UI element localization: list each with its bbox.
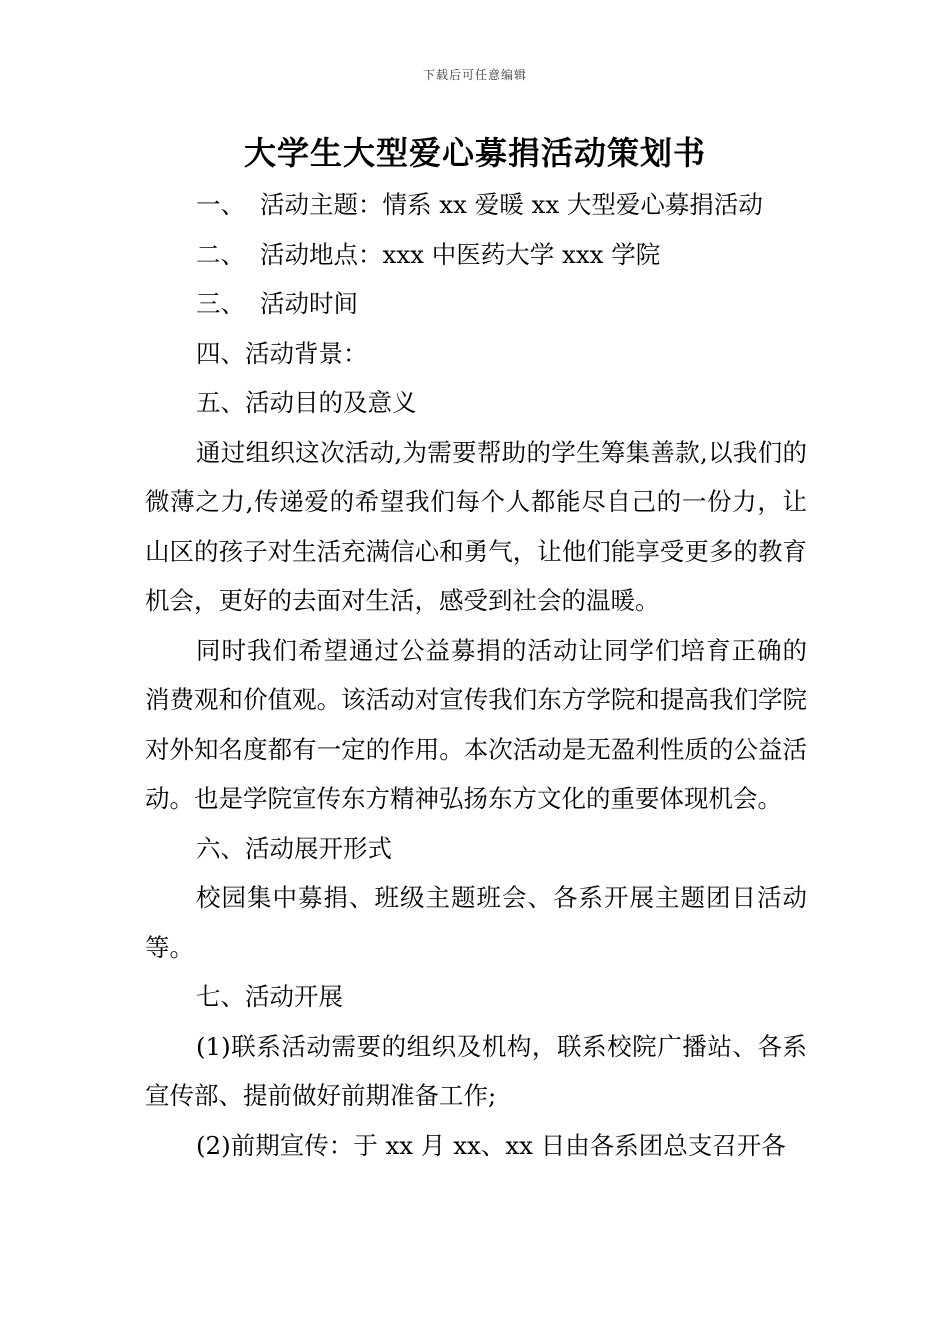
paragraph-purpose-2: 同时我们希望通过公益募捐的活动让同学们培育正确的消费观和价值观。该活动对宣传我们东方学院和提高我们学院对外知名度都有一定的作用。本次活动是无盈利性质的公益活动。也是学院宣传东方精神弘扬东方文化的重要体现机会。: [145, 635, 807, 813]
section-number: 五、: [196, 388, 245, 417]
document-title: 大学生大型爱心募捐活动策划书: [243, 134, 706, 172]
paragraph-step-1: (1)联系活动需要的组织及机构，联系校院广播站、各系宣传部、提前做好前期准备工作;: [145, 1031, 807, 1110]
section-number: 一、: [196, 190, 245, 219]
section-text: 活动时间: [260, 289, 358, 318]
section-text: 活动背景：: [245, 338, 368, 368]
section-text: 活动主题：情系 xx 爱暖 xx 大型爱心募捐活动: [260, 190, 763, 219]
section-text: 活动地点：xxx 中医药大学 xxx 学院: [260, 239, 661, 269]
paragraph-purpose-1: 通过组织这次活动,为需要帮助的学生筹集善款,以我们的微薄之力,传递爱的希望我们每个人都能尽自己的一份力，让山区的孩子对生活充满信心和勇气，让他们能享受更多的教育机会，更好的去面对生活，感受到社会的温暖。: [145, 437, 807, 615]
section-heading-location: [145, 230, 807, 280]
section-number: 二、: [196, 239, 245, 269]
paragraph-step-2: (2)前期宣传：于 xx 月 xx、xx 日由各系团总支召开各: [196, 1130, 786, 1160]
document-body: [145, 180, 807, 1170]
section-number: 六、: [196, 833, 245, 863]
section-text: 活动开展: [245, 982, 343, 1011]
section-number: 七、: [196, 982, 245, 1011]
section-text: 活动展开形式: [245, 833, 392, 863]
section-heading-background: [145, 329, 807, 379]
section-heading-theme: [145, 180, 807, 230]
section-heading-time: [145, 279, 807, 329]
section-heading-purpose: [145, 378, 807, 428]
header-note: 下载后可任意编辑: [422, 68, 527, 82]
paragraph-format: 校园集中募捐、班级主题班会、各系开展主题团日活动等。: [145, 883, 807, 962]
section-heading-format: [145, 824, 807, 874]
section-heading-implementation: [145, 972, 807, 1022]
section-number: 三、: [196, 289, 245, 318]
section-text: 活动目的及意义: [245, 388, 417, 417]
section-number: 四、: [196, 338, 245, 368]
